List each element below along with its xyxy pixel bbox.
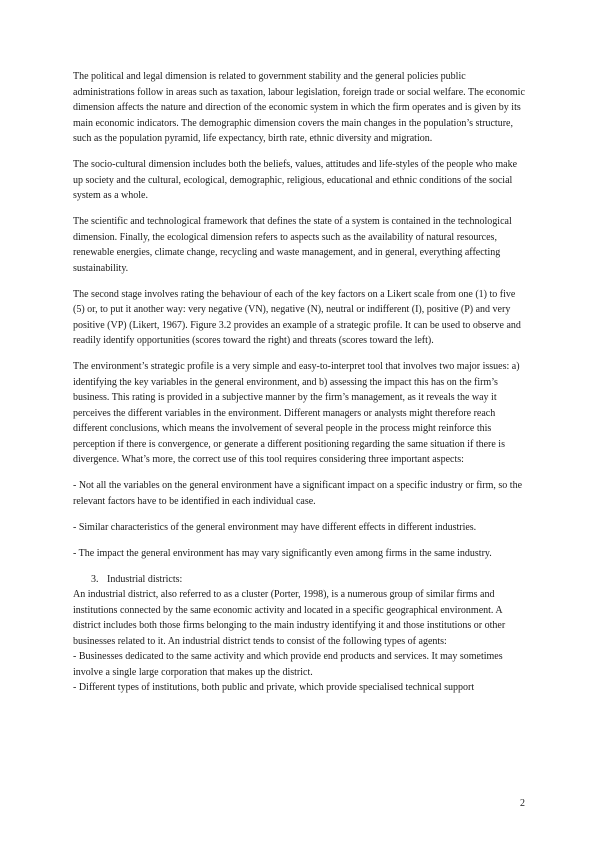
aspect-item-1: - Not all the variables on the general environment have a significant impact on a specific industry or firm, so the relevant factors have to be identified in each individual case. [73,480,523,507]
section-body [73,587,529,696]
paragraph-strategic-profile: The environment’s strategic profile is a very simple and easy-to-interpret tool that involves two major issues: a) identifying the key variables in the general environment, and b) assessing the impact this has on the firm’s business. This rating is provided in a subjective manner by the firm’s management, as it reveals the way it perceives the different variables in the environment. Different managers or analysts might therefore reach different conclusions, which means the involvement of several people in the process might reinforce this perception if there is convergence, or generate a different positioning regarding the same situation if there is divergence. What’s more, the correct use of this tool requires considering three important aspects: [73,361,520,465]
paragraph-socio-cultural: The socio-cultural dimension includes both the beliefs, values, attitudes and life-styles of the people who make up society and the cultural, ecological, demographic, religious, educational and ethnic conditions of the social system as a whole. [73,159,518,201]
paragraph-technological-ecological: The scientific and technological framework that defines the state of a system is contained in the technological dimension. Finally, the ecological dimension refers to aspects such as the availability of natural resources, renewable energies, climate change, recycling and waste management, and in general, everything affecting sustainability. [73,216,512,274]
agent-item-2: - Different types of institutions, both public and private, which provide specialised technical support [73,682,475,693]
section-heading [73,572,529,588]
aspect-item-2: - Similar characteristics of the general environment may have different effects in different industries. [73,521,477,533]
page-number: 2 [520,798,525,809]
section-title: Industrial districts: [107,573,183,585]
agent-item-1: - Businesses dedicated to the same activity and which provide end products and services. It may sometimes involve a single large corporation that makes up the district. [73,651,503,678]
page-body [73,69,529,696]
paragraph-likert-scale: The second stage involves rating the behaviour of each of the key factors on a Likert scale from one (1) to five (5) or, to put it another way: very negative (VN), negative (N), neutral or indifferent (I), positive (P) and very positive (VP) (Likert, 1967). Figure 3.2 provides an example of a strategic profile. It can be used to observe and readily identify opportunities (scores toward the right) and threats (scores toward the left). [73,288,521,346]
section-number: 3. [91,573,99,585]
aspect-item-3: - The impact the general environment has may vary significantly even among firms in the same industry. [73,547,492,559]
paragraph-political-economic-demographic: The political and legal dimension is related to government stability and the general policies public administrations follow in areas such as taxation, labour legislation, foreign trade or social welfare. The economic dimension affects the nature and direction of the economic system in which the firm operates and is given by its main economic indicators. The demographic dimension covers the main changes in the population’s structure, such as the population pyramid, life expectancy, birth rate, ethnic diversity and migration. [73,71,525,144]
paragraph-industrial-district-definition: An industrial district, also referred to as a cluster (Porter, 1998), is a numerous group of similar firms and institutions connected by the same economic activity and located in a specific geographical environment. A district includes both those firms belonging to the main industry identifying it and those institutions or other businesses related to it. An industrial district tends to consist of the following types of agents: [73,589,506,647]
